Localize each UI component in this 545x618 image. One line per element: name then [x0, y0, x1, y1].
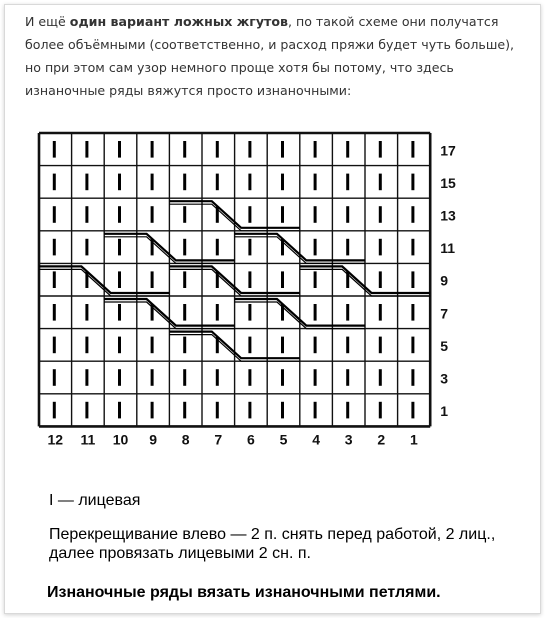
legend-knit: I — лицевая	[49, 492, 141, 509]
column-label: 4	[312, 431, 320, 448]
column-label: 9	[149, 431, 157, 448]
column-label: 7	[214, 431, 223, 448]
row-label: 5	[440, 337, 448, 354]
intro-text-1: И ещё	[25, 14, 70, 29]
row-label: 13	[440, 207, 456, 224]
column-label: 5	[279, 431, 288, 448]
column-label: 1	[410, 431, 418, 448]
row-label: 9	[440, 272, 448, 289]
row-label: 7	[440, 305, 448, 322]
column-label: 12	[47, 431, 64, 448]
column-label: 11	[80, 431, 96, 448]
row-label: 11	[440, 240, 456, 257]
row-label: 1	[440, 403, 448, 420]
legend-cross: Перекрещивание влево — 2 п. снять перед работой, 2 лиц., далее провязать лицевыми 2 сн. п.	[49, 526, 496, 562]
row-label: 15	[440, 174, 456, 191]
column-label: 2	[377, 431, 386, 448]
intro-bold-text: один вариант ложных жгутов	[69, 14, 288, 29]
row-label: 3	[440, 370, 448, 387]
column-label: 10	[112, 431, 129, 448]
intro-text-2: , по такой схеме они получатся более объёмными (соответственно, и расход пряжи будет чуть больше), но при этом сам узор немного проще хотя бы потому, что здесь изнаночные ряды вяжутся просто изнаночными:	[25, 14, 515, 98]
row-label: 17	[440, 142, 456, 159]
legend-purl-rows: Изнаночные ряды вязать изнаночными петлями.	[47, 584, 441, 601]
column-label: 6	[247, 431, 255, 448]
column-label: 8	[181, 431, 190, 448]
column-label: 3	[344, 431, 353, 448]
